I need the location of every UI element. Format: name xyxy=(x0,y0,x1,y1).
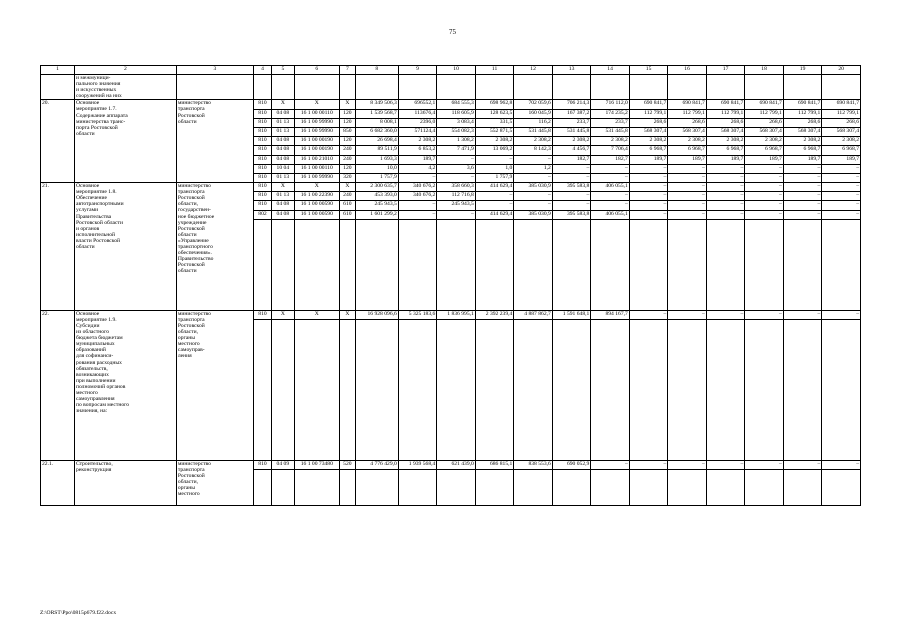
value-cell: 4 456,7 xyxy=(552,146,591,155)
value-cell: – xyxy=(822,210,861,219)
value-cell: – xyxy=(629,192,668,201)
value-cell: 189,7 xyxy=(398,155,437,164)
value-cell: 716 112,0 xyxy=(591,100,630,109)
value-cell: – xyxy=(783,173,822,182)
table-body xyxy=(41,66,861,506)
value-cell: Х xyxy=(339,310,355,319)
value-cell: 686 815,1 xyxy=(475,461,514,470)
value-cell: 2 308,2 xyxy=(629,137,668,146)
column-number-8: 8 xyxy=(355,66,398,75)
value-cell: 690 841,7 xyxy=(629,100,668,109)
value-cell: – xyxy=(706,173,745,182)
value-cell: 406 055,1 xyxy=(591,183,630,192)
column-number-11: 11 xyxy=(475,66,514,75)
value-cell: – xyxy=(398,201,437,210)
value-cell: – xyxy=(706,164,745,173)
value-cell: – xyxy=(629,310,668,319)
value-cell: 268,6 xyxy=(629,118,668,127)
value-cell: 810 xyxy=(253,164,271,173)
value-cell: 2 308,2 xyxy=(591,137,630,146)
column-number-19: 19 xyxy=(783,66,822,75)
column-number-20: 20 xyxy=(822,66,861,75)
value-cell: – xyxy=(783,183,822,192)
value-cell: 690 052,9 xyxy=(552,461,591,470)
value-cell: – xyxy=(668,310,707,319)
value-cell: 690 841,7 xyxy=(783,100,822,109)
value-cell: 10,0 xyxy=(355,164,398,173)
value-cell: 698 962,8 xyxy=(475,100,514,109)
value-cell: 1 757,9 xyxy=(475,173,514,182)
value-cell: 112 799,1 xyxy=(706,109,745,118)
value-cell: 395 583,8 xyxy=(552,210,591,219)
value-cell: 385 030,9 xyxy=(514,183,553,192)
value-cell: Х xyxy=(272,100,295,109)
value-cell: 89 511,9 xyxy=(355,146,398,155)
value-cell: 5 325 183,6 xyxy=(398,310,437,319)
column-number-1: 1 xyxy=(41,66,75,75)
row-number: 22.1. xyxy=(41,461,75,506)
value-cell: 610 xyxy=(339,210,355,219)
value-cell: – xyxy=(668,210,707,219)
value-cell: 04 08 xyxy=(272,201,295,210)
value-cell: – xyxy=(514,201,553,210)
value-cell: 414 629,4 xyxy=(475,183,514,192)
value-cell: – xyxy=(745,310,784,319)
value-cell: 684 555,3 xyxy=(437,100,476,109)
column-number-12: 12 xyxy=(514,66,553,75)
value-cell: – xyxy=(591,461,630,470)
value-cell: 112 799,1 xyxy=(745,109,784,118)
value-cell: – xyxy=(745,173,784,182)
value-cell: – xyxy=(475,192,514,201)
value-cell: – xyxy=(783,210,822,219)
value-cell: Х xyxy=(339,183,355,192)
value-cell: – xyxy=(668,164,707,173)
value-cell: – xyxy=(668,461,707,470)
responsible-executor: министерство транспорта Ростовской области, органы местного xyxy=(176,461,253,506)
value-cell: 174 235,2 xyxy=(591,109,630,118)
value-cell: 810 xyxy=(253,146,271,155)
value-cell: 01 13 xyxy=(272,173,295,182)
value-cell: 04 08 xyxy=(272,137,295,146)
value-cell: 112 799,1 xyxy=(822,109,861,118)
value-cell: 414 629,4 xyxy=(475,210,514,219)
value-cell: 621 439,0 xyxy=(437,461,476,470)
value-cell: 810 xyxy=(253,155,271,164)
value-cell: 7 471,9 xyxy=(437,146,476,155)
value-cell: 690 841,7 xyxy=(668,100,707,109)
value-cell: 167 387,2 xyxy=(552,109,591,118)
value-cell: 160 045,9 xyxy=(514,109,553,118)
value-cell: 6 968,7 xyxy=(629,146,668,155)
value-cell: 8 142,3 xyxy=(514,146,553,155)
value-cell: 268,6 xyxy=(822,118,861,127)
value-cell: 16 1 00 21010 xyxy=(294,155,339,164)
value-cell: – xyxy=(783,310,822,319)
value-cell: 112 799,1 xyxy=(629,109,668,118)
value-cell: – xyxy=(745,210,784,219)
value-cell: 6 968,7 xyxy=(668,146,707,155)
value-cell: 3 083,4 xyxy=(437,118,476,127)
value-cell: 16 1 00 99990 xyxy=(294,127,339,136)
value-cell: – xyxy=(668,183,707,192)
value-cell: 189,7 xyxy=(745,155,784,164)
table-row xyxy=(41,183,861,192)
row-number: 22. xyxy=(41,310,75,460)
table-row xyxy=(41,461,861,470)
value-cell: 04 08 xyxy=(272,109,295,118)
value-cell: – xyxy=(668,173,707,182)
measure-name: Основное мероприятие 1.9. Субсидии из областного бюджета бюджетам муниципальных образований для софинанси- рования расходных обязательств, возникающих при выполнении полномочий органов местного самоуправления по вопросам местного значения, на: xyxy=(74,310,176,460)
value-cell: – xyxy=(822,164,861,173)
value-cell: 189,7 xyxy=(783,155,822,164)
continuation-row xyxy=(41,75,861,100)
value-cell: 233,7 xyxy=(552,118,591,127)
value-cell: 268,6 xyxy=(706,118,745,127)
value-cell: – xyxy=(822,173,861,182)
value-cell: – xyxy=(629,201,668,210)
value-cell: 810 xyxy=(253,137,271,146)
value-cell: 520 xyxy=(339,461,355,470)
value-cell: 552 871,5 xyxy=(475,127,514,136)
value-cell: 240 xyxy=(339,192,355,201)
value-cell: 01 13 xyxy=(272,118,295,127)
value-cell: 112 716,8 xyxy=(437,192,476,201)
value-cell: 810 xyxy=(253,192,271,201)
value-cell: 340 676,2 xyxy=(398,192,437,201)
value-cell: 04 09 xyxy=(272,461,295,470)
value-cell: 16 1 00 22390 xyxy=(294,192,339,201)
value-cell: 118 605,9 xyxy=(437,109,476,118)
file-path-footer: Z:\ORST\Ppo\0815p679.f22.docx xyxy=(40,610,117,616)
value-cell: – xyxy=(475,155,514,164)
value-cell: 1,0 xyxy=(475,164,514,173)
value-cell: Х xyxy=(294,100,339,109)
value-cell: 1 601 299,2 xyxy=(355,210,398,219)
value-cell: – xyxy=(552,173,591,182)
value-cell: – xyxy=(822,310,861,319)
value-cell: 690 841,7 xyxy=(745,100,784,109)
row-number: 21. xyxy=(41,183,75,311)
value-cell: – xyxy=(822,201,861,210)
value-cell: 2 308,2 xyxy=(783,137,822,146)
value-cell: 320 xyxy=(339,173,355,182)
value-cell: – xyxy=(822,461,861,470)
value-cell: – xyxy=(629,210,668,219)
column-number-10: 10 xyxy=(437,66,476,75)
value-cell: 16 1 00 00590 xyxy=(294,210,339,219)
value-cell: 1 939 568,4 xyxy=(398,461,437,470)
column-number-13: 13 xyxy=(552,66,591,75)
value-cell: 04 08 xyxy=(272,210,295,219)
value-cell: 16 1 00 00190 xyxy=(294,146,339,155)
value-cell: 16 1 00 00110 xyxy=(294,164,339,173)
value-cell: 112 799,1 xyxy=(783,109,822,118)
value-cell: 189,7 xyxy=(629,155,668,164)
column-number-7: 7 xyxy=(339,66,355,75)
value-cell: 1 308,2 xyxy=(437,137,476,146)
value-cell: Х xyxy=(272,310,295,319)
value-cell: Х xyxy=(339,100,355,109)
budget-table xyxy=(40,65,861,506)
value-cell: 6 968,7 xyxy=(706,146,745,155)
value-cell: – xyxy=(745,164,784,173)
value-cell: 2 308,2 xyxy=(668,137,707,146)
value-cell: 331,5 xyxy=(475,118,514,127)
value-cell: 120 xyxy=(339,109,355,118)
value-cell: 128 623,5 xyxy=(475,109,514,118)
value-cell: 850 xyxy=(339,127,355,136)
value-cell: Х xyxy=(294,183,339,192)
value-cell: – xyxy=(629,173,668,182)
value-cell: 1 591 648,1 xyxy=(552,310,591,319)
value-cell: 240 xyxy=(339,155,355,164)
value-cell: 16 1 00 99990 xyxy=(294,173,339,182)
value-cell: – xyxy=(591,164,630,173)
value-cell: – xyxy=(437,155,476,164)
page-number: 75 xyxy=(449,28,456,36)
value-cell: – xyxy=(706,183,745,192)
value-cell: 1 757,9 xyxy=(355,173,398,182)
value-cell: 268,6 xyxy=(668,118,707,127)
value-cell: 838 553,6 xyxy=(514,461,553,470)
value-cell: – xyxy=(629,164,668,173)
column-number-9: 9 xyxy=(398,66,437,75)
value-cell: 702 059,6 xyxy=(514,100,553,109)
value-cell: – xyxy=(437,210,476,219)
responsible-executor: министерство транспорта Ростовской области, государствен- ное бюджетное учреждение Ростовской области «Управление транспортного обеспечения». Правительство Ростовской области xyxy=(176,183,253,311)
responsible-executor: министерство транспорта Ростовской области xyxy=(176,100,253,183)
value-cell: 2 308,2 xyxy=(398,137,437,146)
value-cell: – xyxy=(706,210,745,219)
column-number-2: 2 xyxy=(74,66,176,75)
value-cell: – xyxy=(552,164,591,173)
value-cell: 189,7 xyxy=(668,155,707,164)
value-cell: 2 308,2 xyxy=(514,137,553,146)
value-cell: 706 214,3 xyxy=(552,100,591,109)
value-cell: 810 xyxy=(253,173,271,182)
value-cell: 112 799,1 xyxy=(668,109,707,118)
value-cell: – xyxy=(552,201,591,210)
value-cell: 395 583,8 xyxy=(552,183,591,192)
value-cell: 16 1 00 00190 xyxy=(294,137,339,146)
value-cell: 2 300 635,7 xyxy=(355,183,398,192)
value-cell: 3,6 xyxy=(437,164,476,173)
value-cell: – xyxy=(783,201,822,210)
value-cell: 2 392 239,4 xyxy=(475,310,514,319)
value-cell: 571124,4 xyxy=(398,127,437,136)
value-cell: – xyxy=(668,192,707,201)
value-cell: – xyxy=(706,201,745,210)
value-cell: – xyxy=(706,461,745,470)
value-cell: 245 943,5 xyxy=(355,201,398,210)
value-cell: 1,2 xyxy=(514,164,553,173)
value-cell: – xyxy=(398,210,437,219)
value-cell: 4,2 xyxy=(398,164,437,173)
value-cell: 268,6 xyxy=(745,118,784,127)
value-cell: 01 13 xyxy=(272,192,295,201)
value-cell: 568 307,4 xyxy=(629,127,668,136)
value-cell: – xyxy=(437,173,476,182)
value-cell: – xyxy=(591,173,630,182)
value-cell: 568 307,4 xyxy=(822,127,861,136)
value-cell: – xyxy=(706,192,745,201)
value-cell: 810 xyxy=(253,109,271,118)
measure-name: Основное мероприятие 1.7. Содержание аппарата министерства транс- порта Ростовской области xyxy=(74,100,176,183)
value-cell: Х xyxy=(272,183,295,192)
value-cell: 810 xyxy=(253,118,271,127)
value-cell: 10 04 xyxy=(272,164,295,173)
value-cell: 04 08 xyxy=(272,146,295,155)
value-cell: 690 841,7 xyxy=(706,100,745,109)
value-cell: 568 307,4 xyxy=(668,127,707,136)
value-cell: 810 xyxy=(253,461,271,470)
value-cell: – xyxy=(591,201,630,210)
value-cell: 116,2 xyxy=(514,118,553,127)
value-cell: 113676,4 xyxy=(398,109,437,118)
value-cell: 240 xyxy=(339,146,355,155)
value-cell: 406 055,1 xyxy=(591,210,630,219)
value-cell: 568 307,4 xyxy=(783,127,822,136)
value-cell: – xyxy=(629,183,668,192)
value-cell: 690 841,7 xyxy=(822,100,861,109)
column-number-18: 18 xyxy=(745,66,784,75)
row-number: 20. xyxy=(41,100,75,183)
value-cell: 182,7 xyxy=(591,155,630,164)
value-cell: 120 xyxy=(339,164,355,173)
value-cell: 8 008,1 xyxy=(355,118,398,127)
value-cell: 233,7 xyxy=(591,118,630,127)
value-cell: – xyxy=(514,155,553,164)
value-cell: – xyxy=(745,461,784,470)
value-cell: 6 968,7 xyxy=(745,146,784,155)
value-cell: 2 308,2 xyxy=(745,137,784,146)
value-cell: 182,7 xyxy=(552,155,591,164)
value-cell: 04 08 xyxy=(272,155,295,164)
value-cell: 568 307,4 xyxy=(745,127,784,136)
value-cell: 2 308,2 xyxy=(822,137,861,146)
column-number-5: 5 xyxy=(272,66,295,75)
value-cell: 16 1 00 99990 xyxy=(294,118,339,127)
value-cell: 810 xyxy=(253,100,271,109)
value-cell: – xyxy=(822,183,861,192)
value-cell: 358 660,3 xyxy=(437,183,476,192)
value-cell: 6 968,7 xyxy=(783,146,822,155)
value-cell: 810 xyxy=(253,127,271,136)
value-cell: 4 887 862,7 xyxy=(514,310,553,319)
value-cell: 531 445,8 xyxy=(552,127,591,136)
value-cell: – xyxy=(706,310,745,319)
value-cell: – xyxy=(668,201,707,210)
value-cell: 696552,1 xyxy=(398,100,437,109)
value-cell: 2396,0 xyxy=(398,118,437,127)
value-cell: – xyxy=(475,201,514,210)
value-cell: 120 xyxy=(339,118,355,127)
responsible-executor: министерство транспорта Ростовской области, органы местного самоуправ- ления xyxy=(176,310,253,460)
column-number-3: 3 xyxy=(176,66,253,75)
header-row xyxy=(41,66,861,75)
value-cell: 6 682 360,0 xyxy=(355,127,398,136)
value-cell: – xyxy=(745,183,784,192)
value-cell: 810 xyxy=(253,183,271,192)
value-cell: 6 853,2 xyxy=(398,146,437,155)
column-number-16: 16 xyxy=(668,66,707,75)
value-cell: 531 445,8 xyxy=(514,127,553,136)
value-cell: – xyxy=(514,192,553,201)
value-cell: 26 698,4 xyxy=(355,137,398,146)
value-cell: 810 xyxy=(253,310,271,319)
value-cell: 13 069,2 xyxy=(475,146,514,155)
value-cell: 610 xyxy=(339,201,355,210)
measure-name: Основное мероприятие 1.8. Обеспечение автотранспортными услугами Правительства Ростовской области и органов исполнительной власти Ростовской области xyxy=(74,183,176,311)
value-cell: 554 082,3 xyxy=(437,127,476,136)
value-cell: 268,6 xyxy=(783,118,822,127)
value-cell: 385 030,9 xyxy=(514,210,553,219)
table-row xyxy=(41,310,861,319)
value-cell: 189,7 xyxy=(822,155,861,164)
value-cell: – xyxy=(398,173,437,182)
value-cell: 4 776 429,0 xyxy=(355,461,398,470)
measure-name: Строительство, реконструкция xyxy=(74,461,176,506)
value-cell: – xyxy=(629,461,668,470)
continuation-text: и межмуници- пального значения и искусственных сооружений на них xyxy=(74,75,176,100)
value-cell: 16 1 00 00110 xyxy=(294,109,339,118)
value-cell: 189,7 xyxy=(706,155,745,164)
value-cell: – xyxy=(745,192,784,201)
value-cell: 2 308,2 xyxy=(475,137,514,146)
column-number-4: 4 xyxy=(253,66,271,75)
column-number-6: 6 xyxy=(294,66,339,75)
value-cell: 8 349 506,3 xyxy=(355,100,398,109)
value-cell: 16 1 00 73480 xyxy=(294,461,339,470)
value-cell: 1 693,3 xyxy=(355,155,398,164)
value-cell: 245 943,5 xyxy=(437,201,476,210)
value-cell: 2 308,2 xyxy=(552,137,591,146)
value-cell: 01 13 xyxy=(272,127,295,136)
value-cell: 16 928 096,6 xyxy=(355,310,398,319)
value-cell: 7 706,4 xyxy=(591,146,630,155)
value-cell: 568 307,4 xyxy=(706,127,745,136)
value-cell: 1 836 995,1 xyxy=(437,310,476,319)
value-cell: – xyxy=(783,164,822,173)
value-cell: 6 968,7 xyxy=(822,146,861,155)
value-cell: 894 167,7 xyxy=(591,310,630,319)
value-cell: 2 308,2 xyxy=(706,137,745,146)
value-cell: 120 xyxy=(339,137,355,146)
value-cell: 802 xyxy=(253,210,271,219)
value-cell: Х xyxy=(294,310,339,319)
value-cell: – xyxy=(552,192,591,201)
value-cell: – xyxy=(745,201,784,210)
column-number-15: 15 xyxy=(629,66,668,75)
value-cell: 810 xyxy=(253,201,271,210)
column-number-17: 17 xyxy=(706,66,745,75)
value-cell: 531 445,8 xyxy=(591,127,630,136)
value-cell: 453 393,0 xyxy=(355,192,398,201)
value-cell: – xyxy=(822,192,861,201)
table-row xyxy=(41,100,861,109)
column-number-14: 14 xyxy=(591,66,630,75)
value-cell: – xyxy=(514,173,553,182)
value-cell: 1 539 568,7 xyxy=(355,109,398,118)
value-cell: 340 676,2 xyxy=(398,183,437,192)
value-cell: – xyxy=(783,192,822,201)
value-cell: – xyxy=(783,461,822,470)
value-cell: 16 1 00 00590 xyxy=(294,201,339,210)
value-cell: – xyxy=(591,192,630,201)
